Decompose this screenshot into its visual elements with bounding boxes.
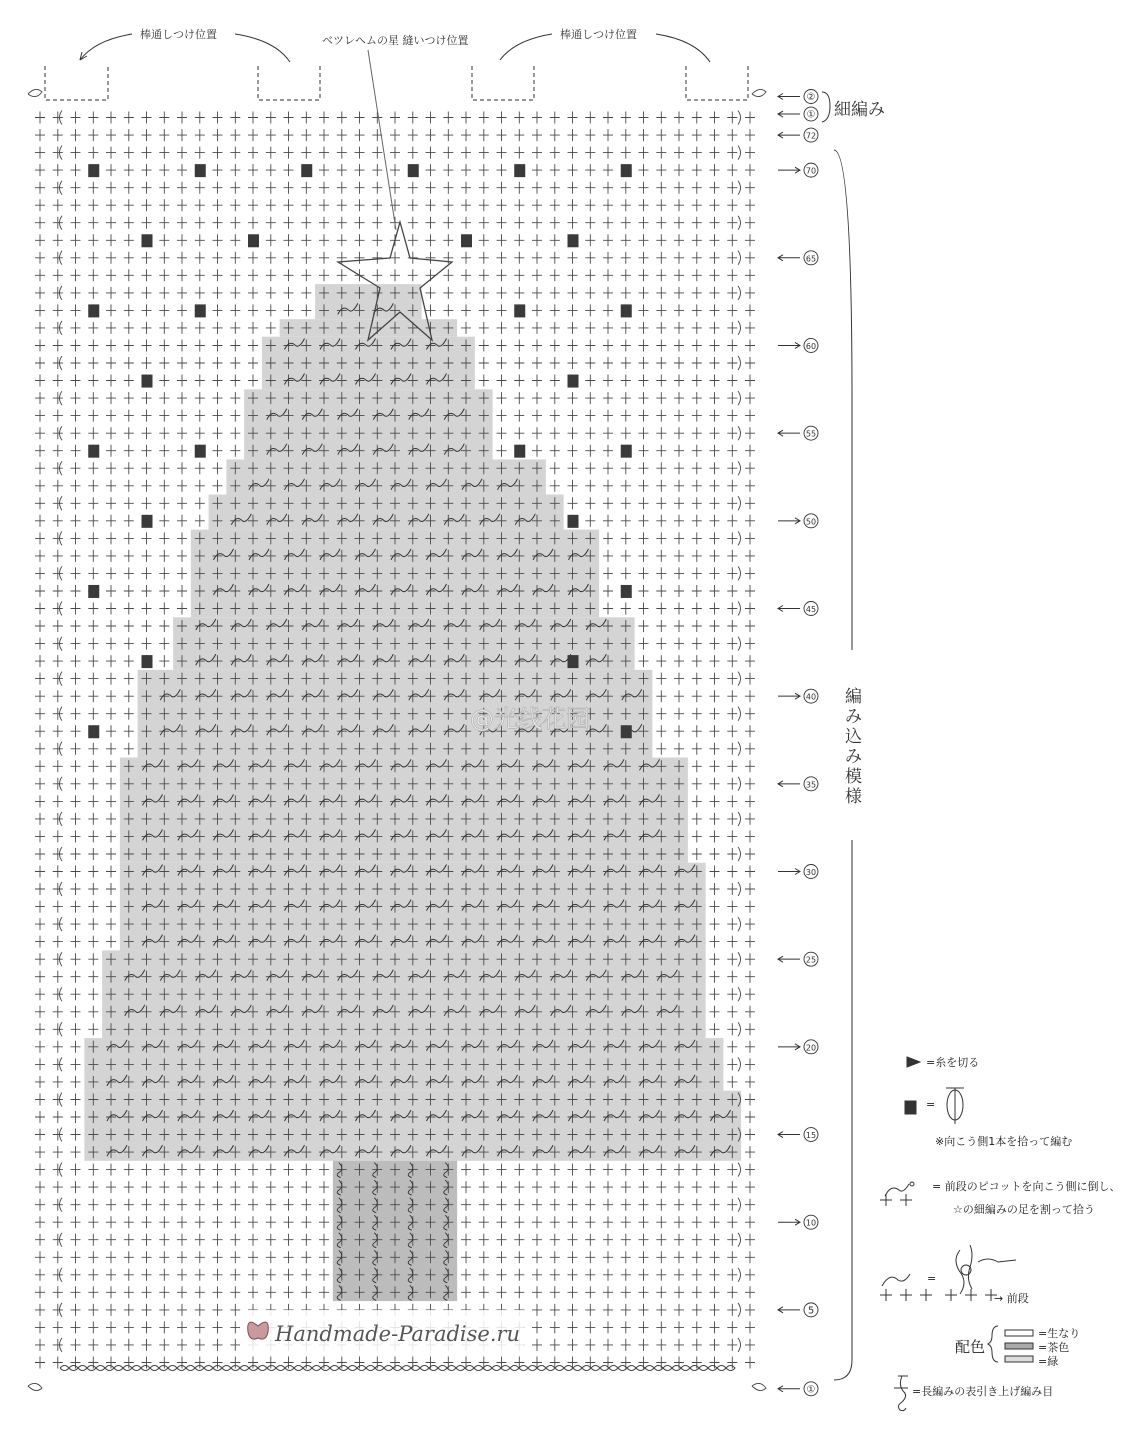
arrow-right-icon bbox=[778, 1044, 800, 1050]
legend-equals-picot: = bbox=[927, 1272, 937, 1285]
arrow-left-icon bbox=[778, 956, 800, 962]
square-stitch bbox=[514, 445, 525, 458]
square-stitch bbox=[568, 234, 579, 247]
square-stitch bbox=[142, 375, 153, 388]
arrow-left-icon bbox=[778, 93, 800, 99]
square-stitch bbox=[88, 164, 99, 177]
arrow-left-icon bbox=[778, 1132, 800, 1138]
position-label-right: 棒通しつけ位置 bbox=[560, 28, 637, 41]
arrow-left-icon bbox=[778, 1386, 800, 1392]
row-marker-label: 25 bbox=[805, 955, 817, 965]
row-marker-label: 40 bbox=[805, 692, 817, 702]
tree-tier bbox=[315, 284, 422, 319]
row-marker-label: 55 bbox=[805, 429, 817, 439]
sc-label: 細編み bbox=[834, 100, 885, 120]
square-stitch bbox=[568, 375, 579, 388]
tree-tier bbox=[102, 950, 706, 1038]
legend-equals-square: = bbox=[926, 1098, 936, 1111]
square-stitch bbox=[142, 515, 153, 528]
row-marker-label: ② bbox=[806, 91, 816, 103]
square-stitch bbox=[408, 164, 419, 177]
site-watermark: Handmade-Paradise.ru bbox=[275, 1322, 521, 1346]
legend-cut-yarn: =糸を切る bbox=[926, 1056, 980, 1069]
square-stitch bbox=[568, 515, 579, 528]
arrow-left-icon bbox=[778, 1307, 800, 1313]
pattern-label bbox=[845, 687, 862, 807]
square-stitch bbox=[88, 725, 99, 738]
pattern-label-char: 模 bbox=[845, 767, 862, 787]
position-label-left: 棒通しつけ位置 bbox=[140, 28, 217, 41]
arrow-right-icon bbox=[656, 34, 710, 62]
square-stitch bbox=[195, 304, 206, 317]
square-stitch bbox=[195, 445, 206, 458]
pattern-label-char: み bbox=[845, 747, 862, 767]
star-position-label: ベツレヘムの星 縫いつけ位置 bbox=[322, 34, 469, 47]
square-stitch bbox=[142, 655, 153, 668]
arrow-right-icon bbox=[778, 1219, 800, 1225]
tree-tier bbox=[244, 389, 493, 459]
arrow-right-icon bbox=[778, 342, 800, 348]
square-stitch bbox=[195, 164, 206, 177]
arrow-right-icon bbox=[778, 693, 800, 699]
legend-picot-line2: ☆の細編みの足を割って拾う bbox=[953, 1203, 1095, 1216]
sc-bracket bbox=[822, 92, 830, 122]
square-legend-icon bbox=[905, 1101, 916, 1114]
row-marker-label: 65 bbox=[805, 254, 817, 264]
square-stitch bbox=[461, 234, 472, 247]
foundation-chain bbox=[60, 1366, 735, 1371]
square-stitch bbox=[301, 164, 312, 177]
row-marker-label: 72 bbox=[805, 131, 817, 141]
square-stitch bbox=[621, 304, 632, 317]
legend-color-2: =茶色 bbox=[1038, 1341, 1070, 1354]
arrow-left-icon bbox=[500, 34, 552, 60]
square-stitch bbox=[621, 725, 632, 738]
legend-picot-line1: = 前段のピコットを向こう側に倒し、 bbox=[932, 1180, 1121, 1193]
pattern-label-char: 編 bbox=[845, 687, 862, 707]
arrow-left-icon bbox=[778, 605, 800, 611]
arrow-left-icon bbox=[778, 430, 800, 436]
triangle-icon bbox=[907, 1057, 920, 1067]
row-marker-label: 15 bbox=[805, 1131, 817, 1141]
legend-color-title: 配色 bbox=[955, 1338, 986, 1356]
row-marker-label: 50 bbox=[805, 517, 817, 527]
arrow-left-icon bbox=[778, 111, 800, 117]
legend-color-3: =緑 bbox=[1038, 1355, 1059, 1368]
row-marker-label: ① bbox=[806, 1384, 816, 1396]
legend-prev-row: → 前段 bbox=[994, 1292, 1029, 1305]
arrow-left-icon bbox=[778, 132, 800, 138]
row-marker-label: 5 bbox=[807, 1305, 815, 1317]
star-pointer-line bbox=[368, 50, 396, 230]
arrow-right-icon bbox=[235, 34, 290, 62]
row-markers bbox=[778, 89, 818, 1395]
square-stitch bbox=[248, 234, 259, 247]
legend-graphics bbox=[880, 1057, 1033, 1411]
row-marker-label: 70 bbox=[805, 166, 817, 176]
square-stitch bbox=[514, 164, 525, 177]
row-marker-label: 35 bbox=[805, 780, 817, 790]
square-stitch bbox=[568, 655, 579, 668]
square-stitch bbox=[514, 304, 525, 317]
square-stitch bbox=[621, 585, 632, 598]
arrow-left-icon bbox=[80, 34, 132, 60]
rod-positions bbox=[45, 66, 748, 100]
row-marker-label: 10 bbox=[805, 1218, 817, 1228]
pattern-label-char: 込 bbox=[845, 727, 862, 747]
row-marker-label: ① bbox=[806, 109, 816, 121]
legend-color-1: =生なり bbox=[1038, 1327, 1081, 1340]
pattern-label-char: み bbox=[845, 707, 862, 727]
arrow-left-icon bbox=[778, 781, 800, 787]
legend-square-note: ※向こう側1本を拾って編む bbox=[935, 1135, 1073, 1148]
square-stitch bbox=[621, 445, 632, 458]
square-stitch bbox=[88, 585, 99, 598]
pattern-label-char: 様 bbox=[845, 787, 862, 807]
arrow-right-icon bbox=[778, 518, 800, 524]
arrow-left-icon bbox=[778, 255, 800, 261]
square-stitch bbox=[142, 234, 153, 247]
arrow-right-icon bbox=[778, 869, 800, 875]
legend-post-dc: =長編みの表引き上げ編み目 bbox=[912, 1385, 1054, 1398]
row-marker-label: 45 bbox=[805, 604, 817, 614]
square-stitch bbox=[621, 164, 632, 177]
square-stitch bbox=[88, 445, 99, 458]
tree-tier bbox=[120, 758, 688, 863]
arrow-right-icon bbox=[778, 167, 800, 173]
row-marker-label: 60 bbox=[805, 341, 817, 351]
row-marker-label: 20 bbox=[805, 1043, 817, 1053]
tree-tier bbox=[209, 495, 564, 530]
square-stitch bbox=[88, 304, 99, 317]
tree-tier bbox=[173, 617, 635, 670]
row-marker-label: 30 bbox=[805, 868, 817, 878]
weibo-watermark: @光线花园 bbox=[470, 705, 590, 733]
